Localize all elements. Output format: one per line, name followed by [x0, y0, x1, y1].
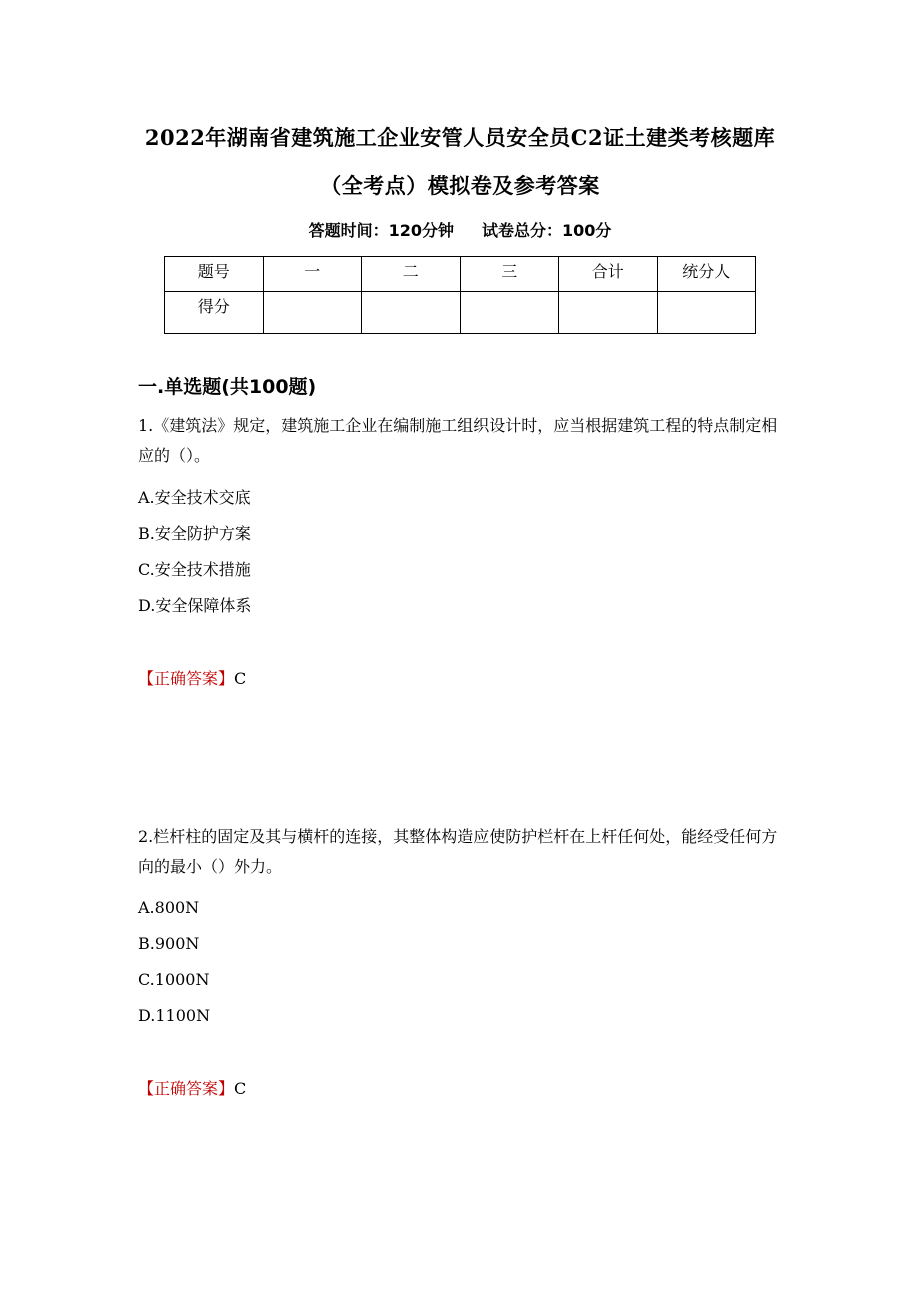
- question-option: D.安全保障体系: [138, 596, 252, 615]
- score-cell: [657, 292, 756, 334]
- question-option: D.1100N: [138, 1006, 211, 1025]
- score-cell: [460, 292, 559, 334]
- question-option: C.1000N: [138, 970, 210, 989]
- question-option: A.800N: [138, 898, 200, 917]
- exam-time: 答题时间：120分钟: [308, 221, 454, 240]
- section-title: 一.单选题(共100题): [138, 376, 317, 398]
- score-table-header-row: [165, 257, 756, 292]
- question-stem: 2.栏杆柱的固定及其与横杆的连接，其整体构造应使防护栏杆在上杆任何处，能经受任何方向的最小（）外力。: [138, 827, 778, 876]
- question-option: C.安全技术措施: [138, 560, 251, 579]
- score-table-header-cell: 统分人: [657, 257, 756, 292]
- correct-answer-value: C: [234, 1079, 247, 1098]
- score-cell: [263, 292, 362, 334]
- score-table-header-cell: 合计: [559, 257, 658, 292]
- question-option: B.900N: [138, 934, 200, 953]
- exam-total-score: 试卷总分：100分: [482, 221, 612, 240]
- score-table-header-cell: 二: [362, 257, 461, 292]
- score-table-score-row: [165, 292, 756, 334]
- document-title-line-1: 2022年湖南省建筑施工企业安管人员安全员C2证土建类考核题库: [144, 125, 776, 150]
- score-table-header-cell: 题号: [165, 257, 264, 292]
- exam-meta: [0, 218, 920, 241]
- score-table-header-cell: 三: [460, 257, 559, 292]
- correct-answer-label: 【正确答案】: [138, 1079, 235, 1098]
- score-row-label: 得分: [165, 292, 264, 334]
- question-option: A.安全技术交底: [138, 488, 251, 507]
- score-cell: [559, 292, 658, 334]
- score-table: [164, 256, 756, 334]
- correct-answer-value: C: [234, 669, 247, 688]
- document-title-line-2: （全考点）模拟卷及参考答案: [320, 173, 600, 198]
- correct-answer: [138, 668, 246, 690]
- question-stem: 1.《建筑法》规定，建筑施工企业在编制施工组织设计时，应当根据建筑工程的特点制定相应的（）。: [138, 416, 778, 465]
- correct-answer-label: 【正确答案】: [138, 669, 235, 688]
- question-option: B.安全防护方案: [138, 524, 251, 543]
- score-cell: [362, 292, 461, 334]
- correct-answer: [138, 1078, 246, 1100]
- score-table-header-cell: 一: [263, 257, 362, 292]
